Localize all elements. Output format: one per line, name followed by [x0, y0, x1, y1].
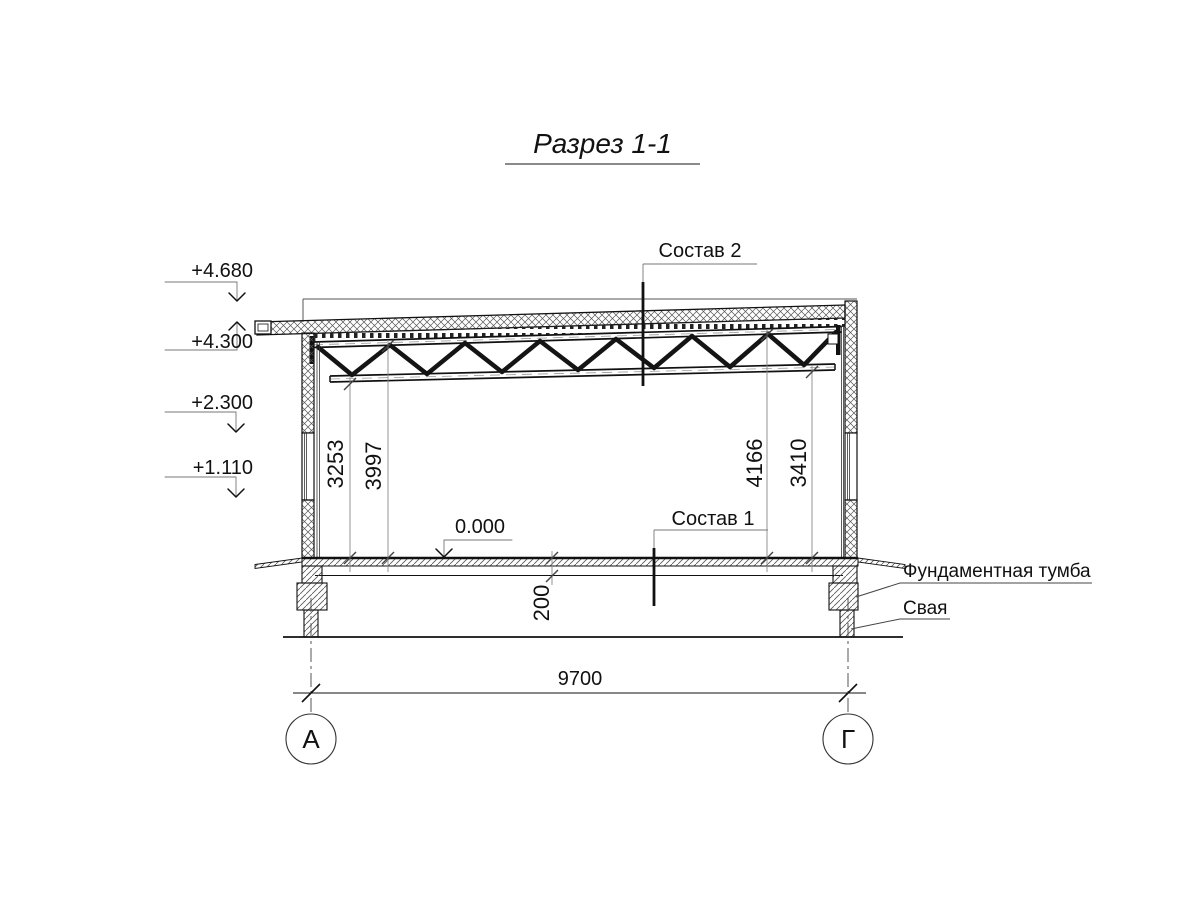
right-wall — [842, 301, 858, 558]
axis-letter-right: Г — [840, 724, 856, 754]
foundation-left — [297, 566, 327, 637]
foundation-leader — [856, 583, 1092, 597]
foundation-right — [829, 566, 858, 637]
left-wall-window-band — [302, 433, 314, 500]
floor-slab — [255, 558, 905, 576]
left-total-height-dimension: 3997 — [361, 441, 386, 491]
left-wall — [302, 333, 320, 558]
pile-label: Свая — [903, 598, 948, 619]
left-apron — [255, 558, 302, 569]
right-total-height-dimension: 4166 — [742, 438, 767, 488]
axis-letter-left: А — [302, 724, 320, 754]
right-apron — [858, 558, 905, 569]
span-dimension: 9700 — [557, 668, 603, 690]
right-clear-height-dimension: 3410 — [786, 438, 811, 488]
elevation-label-4680: +4.680 — [191, 260, 253, 282]
roof-composition-label: Состав 2 — [658, 240, 742, 262]
floor-thickness-dimension: 200 — [529, 584, 554, 622]
right-wall-window-band — [845, 433, 857, 500]
right-pile — [840, 610, 854, 637]
left-clear-height-dimension: 3253 — [323, 439, 348, 489]
drawing-title: Разрез 1-1 — [505, 128, 700, 165]
foundation-block-label: Фундаментная тумба — [903, 561, 1091, 582]
floor-composition-label: Состав 1 — [671, 508, 755, 530]
elevation-label-1110: +1.110 — [192, 457, 253, 479]
elevation-label-2300: +2.300 — [191, 392, 253, 414]
pile-leader — [851, 619, 950, 629]
elevation-label-4300: +4.300 — [191, 331, 253, 353]
elevation-label-zero: 0.000 — [454, 516, 506, 538]
